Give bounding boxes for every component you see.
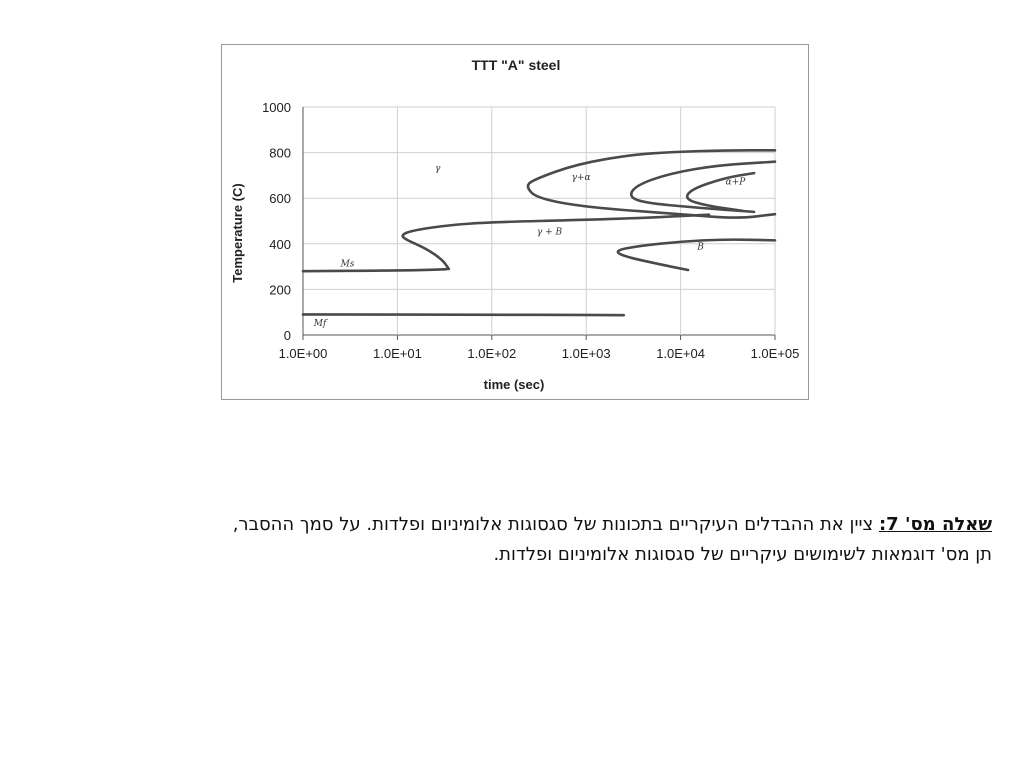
y-tick-label: 0 <box>283 328 291 343</box>
grid-layer <box>303 107 775 340</box>
question-label: שאלה מס' 7: <box>878 514 992 535</box>
chart-title: TTT "A" steel <box>471 57 561 73</box>
ttt-curve <box>403 215 709 269</box>
x-tick-label: 1.0E+02 <box>467 346 517 361</box>
x-tick-label: 1.0E+05 <box>750 346 800 361</box>
tick-layer <box>262 100 799 361</box>
phase-annotation: γ+α <box>571 172 591 183</box>
chart-panel <box>221 44 809 400</box>
phase-annotation: B <box>697 242 704 253</box>
x-tick-label: 1.0E+01 <box>373 346 422 361</box>
question-text-1: ציין את ההבדלים העיקריים בתכונות של סגסוגות אלומיניום ופלדות. על סמך ההסבר, <box>232 514 874 535</box>
y-tick-label: 600 <box>269 191 291 207</box>
y-tick-label: 800 <box>269 145 291 161</box>
question-block <box>20 510 992 570</box>
y-tick-label: 400 <box>269 236 291 252</box>
y-tick-label: 200 <box>269 282 291 298</box>
ttt-curve <box>303 314 624 315</box>
question-line-1 <box>20 510 992 540</box>
y-tick-label: 1000 <box>262 100 291 115</box>
x-tick-label: 1.0E+00 <box>278 346 328 361</box>
question-line-2: תן מס' דוגמאות לשימושים עיקריים של סגסוגות אלומיניום ופלדות. <box>493 544 992 565</box>
phase-annotation: α+P <box>725 177 746 188</box>
phase-annotation: Mf <box>313 318 327 329</box>
phase-annotation: Ms <box>340 259 355 270</box>
y-axis-title: Temperature (C) <box>230 183 245 283</box>
ttt-curve <box>303 269 449 271</box>
phase-annotation: γ <box>434 163 441 174</box>
x-tick-label: 1.0E+04 <box>656 346 705 361</box>
x-tick-label: 1.0E+03 <box>561 346 611 361</box>
ttt-chart <box>222 45 808 399</box>
phase-annotation: γ + B <box>536 227 563 238</box>
x-axis-title: time (sec) <box>483 377 545 392</box>
